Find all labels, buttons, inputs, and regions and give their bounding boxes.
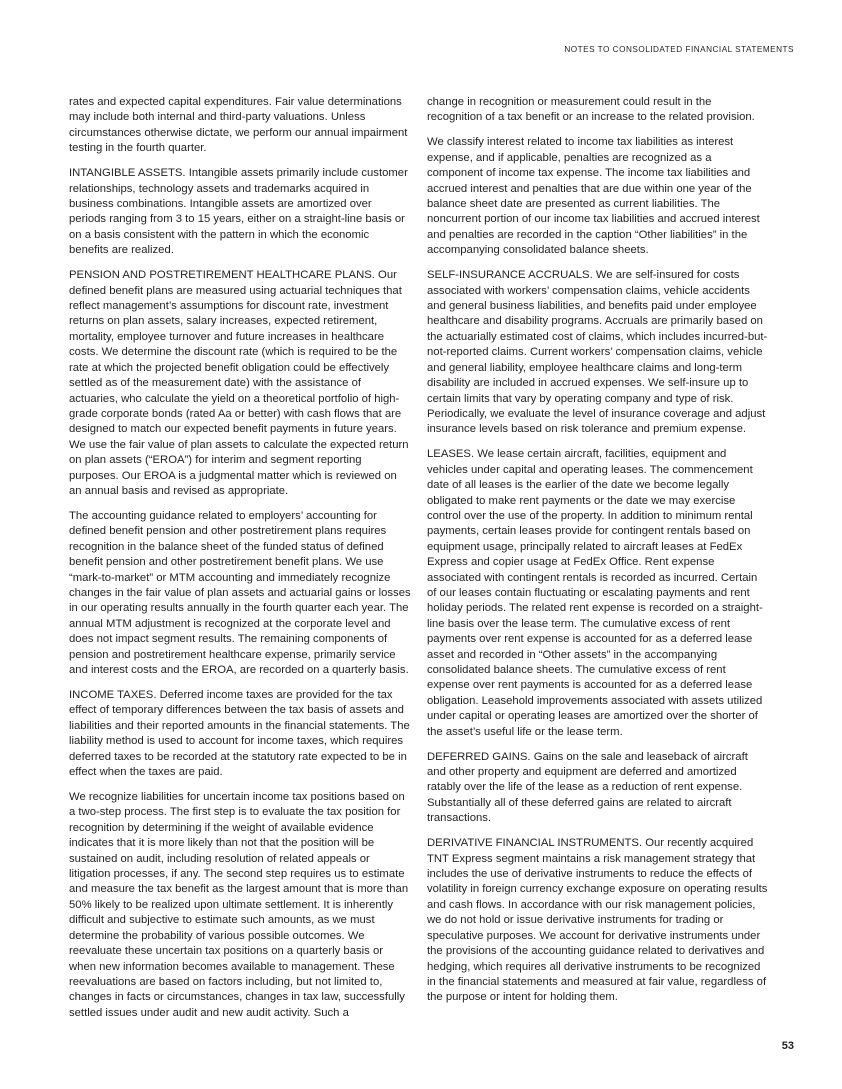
paragraph-tax-recognition: [427, 95, 769, 126]
paragraph-income-taxes: [69, 688, 411, 780]
paragraph-text: rates and expected capital expenditures. Fair value determinations may include both internal and third-party valuations. Unless circumstances otherwise dictate, we perform our annual impairment testing in the fourth quarter.: [69, 96, 408, 155]
paragraph-text: We recognize liabilities for uncertain income tax positions based on a two-step process. The first step is to evaluate the tax position for recognition by determining if the weight of available evidence indicates that it is more likely than not that the position will be sustained on audit, including resolution of related appeals or litigation processes, if any. The second step requires us to estimate and measure the tax benefit as the largest amount that is more than 50% likely to be realized upon ultimate settlement. It is inherently difficult and subjective to estimate such amounts, as we must determine the probability of various possible outcomes. We reevaluate these uncertain tax positions on a quarterly basis or when new information becomes available to management. These reevaluations are based on factors including, but not limited to, changes in facts or circumstances, changes in tax law, successfully settled issues under audit and new audit activity. Such a: [69, 791, 409, 1019]
paragraph-interest-classification: [427, 135, 769, 258]
paragraph-text: We lease certain aircraft, facilities, equipment and vehicles under capital and operating leases. The commencement date of all leases is the earlier of the date we become legally obligated to make rent payments or the date we may exercise control over the use of the property. In addition to minimum rental payments, certain leases provide for contingent rentals based on equipment usage, principally related to aircraft leases at FedEx Express and copier usage at FedEx Office. Rent expense associated with contingent rentals is recorded as incurred. Certain of our leases contain fluctuating or escalating payments and rent holiday periods. The related rent expense is recorded on a straight-line basis over the lease term. The cumulative excess of rent payments over rent expense is accounted for as a deferred lease asset and recorded in “Other assets” in the accompanying consolidated balance sheets. The cumulative excess of rent expense over rent payments is accounted for as a deferred lease obligation. Leasehold improvements associated with assets utilized under capital or operating leases are amortized over the shorter of the asset’s useful life or the lease term.: [427, 448, 763, 738]
section-term-leases: LEASES.: [427, 448, 475, 461]
paragraph-text: The accounting guidance related to employers’ accounting for defined benefit pension and other postretirement plans requires recognition in the balance sheet of the funded status of defined benefit pension and other postretirement benefit plans. We use “mark-to-market” or MTM accounting and immediately recognize changes in the fair value of plan assets and actuarial gains or losses in our operating results annually in the fourth quarter each year. The annual MTM adjustment is recognized at the corporate level and does not impact segment results. The remaining components of pension and postretirement healthcare expense, primarily service and interest costs and the EROA, are recorded on a quarterly basis.: [69, 509, 411, 676]
section-term-self-insurance: SELF-INSURANCE ACCRUALS.: [427, 269, 593, 282]
section-term-intangible-assets: INTANGIBLE ASSETS.: [69, 167, 186, 180]
paragraph-leases: [427, 447, 769, 740]
section-term-derivatives: DERIVATIVE FINANCIAL INSTRUMENTS.: [427, 837, 643, 850]
paragraph-text: Gains on the sale and leaseback of aircraft and other property and equipment are deferred and amortized ratably over the life of the lease as a reduction of rent expense. Substantially all of these deferred gains are related to aircraft transactions.: [427, 750, 748, 825]
page-number: 53: [781, 1040, 794, 1052]
paragraph-text: Deferred income taxes are provided for the tax effect of temporary differences between the tax basis of assets and liabilities and their reported amounts in the financial statements. The liability method is used to account for income taxes, which requires deferred taxes to be recorded at the statutory rate expected to be in effect when the taxes are paid.: [69, 689, 410, 779]
running-header: NOTES TO CONSOLIDATED FINANCIAL STATEMENTS: [564, 45, 794, 54]
section-term-deferred-gains: DEFERRED GAINS.: [427, 750, 531, 763]
paragraph-derivatives: [427, 836, 769, 1005]
paragraph-text: We are self-insured for costs associated with workers’ compensation claims, vehicle accidents and general business liabilities, and benefits paid under employee healthcare and disability programs. Accruals are primarily based on the actuarially estimated cost of claims, which includes incurred-but-not-reported claims. Current workers’ compensation claims, vehicle and general liability, employee healthcare claims and long-term disability are included in accrued expenses. We self-insure up to certain limits that vary by operating company and type of risk. Periodically, we evaluate the level of insurance coverage and adjust insurance levels based on risk tolerance and premium expense.: [427, 269, 768, 436]
paragraph-text: Our defined benefit plans are measured using actuarial techniques that reflect management’s assumptions for discount rate, investment returns on plan assets, salary increases, expected retirement, mortality, employee turnover and future increases in healthcare costs. We determine the discount rate (which is required to be the rate at which the projected benefit obligation could be effectively settled as of the measurement date) with the assistance of actuaries, who calculate the yield on a theoretical portfolio of high-grade corporate bonds (rated Aa or better) with cash flows that are designed to match our expected benefit payments in future years. We use the fair value of plan assets to calculate the expected return on plan assets (“EROA”) for interim and segment reporting purposes. Our EROA is a judgmental matter which is reviewed on an annual basis and revised as appropriate.: [69, 269, 409, 497]
paragraph-deferred-gains: [427, 750, 769, 827]
paragraph-text: change in recognition or measurement could result in the recognition of a tax benefit or an increase to the related provision.: [427, 96, 755, 124]
paragraph-text: Intangible assets primarily include customer relationships, technology assets and trademarks acquired in business combinations. Intangible assets are amortized over periods ranging from 3 to 15 years, either on a straight-line basis or on a basis consistent with the pattern in which the economic benefits are realized.: [69, 167, 408, 257]
paragraph-uncertain-tax-positions: [69, 790, 411, 1021]
section-term-pension-plans: PENSION AND POSTRETIREMENT HEALTHCARE PLANS.: [69, 269, 375, 282]
left-column: [69, 95, 411, 1031]
paragraph-self-insurance: [427, 268, 769, 437]
paragraph-pension-accounting: [69, 509, 411, 678]
paragraph-fair-value: [69, 95, 411, 157]
paragraph-text: Our recently acquired TNT Express segment maintains a risk management strategy that includes the use of derivative instruments to reduce the effects of volatility in foreign currency exchange exposure on operating results and cash flows. In accordance with our risk management policies, we do not hold or issue derivative instruments for trading or speculative purposes. We account for derivative instruments under the provisions of the accounting guidance related to derivatives and hedging, which requires all derivative instruments to be recognized in the financial statements and measured at fair value, regardless of the purpose or intent for holding them.: [427, 837, 768, 1004]
paragraph-pension-plans: [69, 268, 411, 499]
right-column: [427, 95, 769, 1015]
paragraph-intangible-assets: [69, 166, 411, 258]
paragraph-text: We classify interest related to income tax liabilities as interest expense, and if applicable, penalties are recognized as a component of income tax expense. The income tax liabilities and accrued interest and penalties that are due within one year of the balance sheet date are presented as current liabilities. The noncurrent portion of our income tax liabilities and accrued interest and penalties are recorded in the caption “Other liabilities” in the accompanying consolidated balance sheets.: [427, 136, 760, 257]
section-term-income-taxes: INCOME TAXES.: [69, 689, 157, 701]
